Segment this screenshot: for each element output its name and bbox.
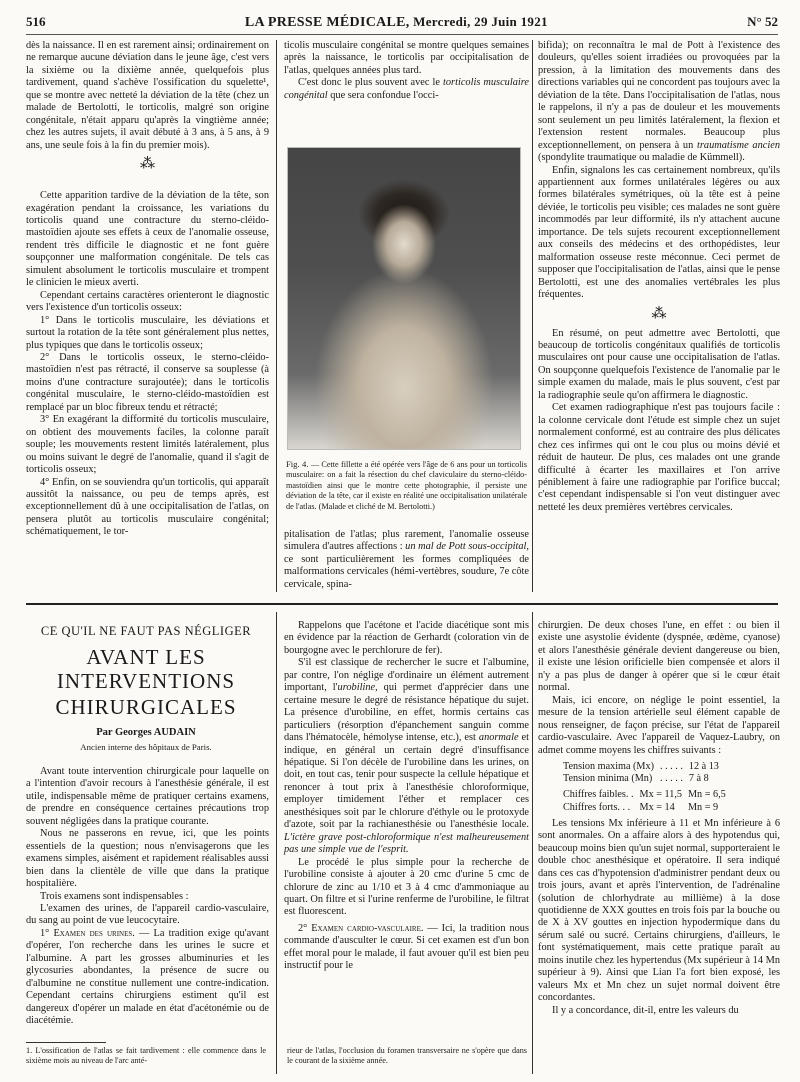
paragraph: pitalisation de l'atlas; plus rarement, l'anomalie osseuse simulera d'autres affections : un mal de Pott sous-occipital, ce sont particulièrement les formes compliquées de malformations cervicales (hémi-vertèbres, soudure, 7e côte cervicale, spina- (284, 529, 530, 590)
table-row (560, 789, 729, 801)
bottom-right-column (538, 620, 780, 1017)
article-title-line2: CHIRURGICALES (55, 695, 237, 719)
tension-table (560, 761, 722, 785)
table-cell: 7 à 8 (688, 773, 709, 785)
table-cell: 12 à 13 (688, 760, 719, 772)
table-cell: Chiffres faibles. . (563, 789, 634, 801)
figure-caption: Fig. 4. — Cette fillette a été opérée vers l'âge de 6 ans pour un torticolis musculaire: on a fait la résection du chef claviculaire du sterno-cléido-mastoïdien ainsi que le montre cette photographie, il persiste une déviation de la tête, car il existe en réalité une occipitalisation unilatérale de l'atlas. (Malade et cliché de M. Bertolotti.) (286, 459, 527, 511)
paragraph: Avant toute intervention chirurgicale pour laquelle on a l'intention d'avoir recours à l'anesthésie générale, il est utile, indispensable même de pratiquer certains examens, de prendre en conséquence certaines précautions trop souvent négligées dans la pratique courante. (26, 766, 269, 827)
top-middle-column (284, 40, 529, 102)
section-rule (26, 603, 778, 605)
author-note: Ancien interne des hôpitaux de Paris. (80, 742, 212, 752)
table-cell: Tension minima (Mn) (563, 773, 653, 785)
footnote: 1. L'ossification de l'atlas se fait tardivement : elle commence dans le sixième mois au niveau de l'arc anté- (26, 1046, 266, 1065)
issue-date: Mercredi, 29 Juin 1921 (413, 13, 548, 29)
paragraph: S'il est classique de rechercher le sucre et l'albumine, par contre, l'on néglige d'ordinaire un élément autrement important, l'urobiline, qui permet d'apprécier dans une certaine mesure le degré de résistance hépatique du sujet. La présence d'urobiline, en effet, hormis certains cas particuliers (résorption d'épanchement sanguin comme dans l'hématocèle, hémolyse intense, etc.), est anormale et indique, en général un certain degré d'insuffisance hépatique. Si l'on décèle de l'urobiline dans les urines, on doit, en tout cas, tenir pour suspecte la cellule hépatique et renoncer à tout prix à l'anesthésie chloroformique, employer timidement l'éther et remplacer ces anesthésiques soit par le chlorure d'éthyle ou le protoxyde d'azote, soit par la rachianesthésie ou l'anesthésie locale. L'ictère grave post-chloroformique n'est malheureusement pas une simple vue de l'esprit. (284, 657, 529, 856)
top-middle-column-cont (284, 529, 529, 591)
running-head (245, 14, 548, 31)
footnote-rule (26, 1042, 106, 1043)
paragraph: dès la naissance. Il en est rarement ainsi; ordinairement on ne remarque aucune déviation dans le jeune âge, c'est vers la sixième ou la dixième année, quelquefois plus tardivement, quand s'achève l'ossification du squelette¹, que se montre avec netteté la déviation de la tête (chez un malade de Bertolotti, le torticolis, malgré son origine congénitale, n'était apparu qu'après la vingtième année; chez les autres sujets, il avait débuté à 3 ans, à 5 ans, à 9 ans, une seule fois à la fin du premier mois). (26, 40, 269, 151)
footnote-continued: rieur de l'atlas, l'occlusion du foramen transversaire ne s'opère que dans le courant de la sixième année. (287, 1046, 527, 1065)
column-rule (276, 40, 277, 592)
column-rule (532, 40, 533, 592)
paragraph: Mais, ici encore, on néglige le point essentiel, la mesure de la tension artérielle seul élément capable de nous renseigner, de façon précise, sur l'état de l'appareil cardio-vasculaire. Avec l'appareil de Vaquez-Laubry, on admet comme moyens les chiffres suivants : (538, 694, 780, 756)
table-cell: Mx = 11,5 (639, 789, 682, 801)
top-left-column (26, 40, 269, 539)
article-kicker: CE QU'IL NE FAUT PAS NÉGLIGER (40, 624, 252, 638)
article-title-block (26, 616, 266, 752)
table-cell: Tension maxima (Mx) (563, 760, 654, 772)
paragraph: 3° En exagérant la difformité du torticolis musculaire, on obtient des mouvements faciles, la colonne paraît souple; les mouvements restent limités latéralement, plus ou moins suivant le degré de l'anomalie, quand il s'agit de torticolis osseux; (26, 414, 269, 476)
paragraph: Cependant certains caractères orienteront le diagnostic vers l'existence d'un torticolis osseux: (26, 289, 269, 314)
paragraph: En résumé, on peut admettre avec Bertolotti, que beaucoup de torticolis congénitaux qualifiés de torticolis musculaires ont pour cause une occipitalisation de l'atlas. On soupçonne quelquefois l'existence de l'anomalie par le simple examen du malade, mais le plus souvent, c'est par la radiographie seule qu'on affirmera le diagnostic. (538, 327, 780, 401)
paragraph: ticolis musculaire congénital se montre quelques semaines après la naissance, le torticolis par occipitalisation de l'atlas, quelques années plus tard. (284, 40, 529, 76)
article-title: AVANT LES INTERVENTIONS (56, 645, 236, 693)
paragraph: Cet examen radiographique n'est pas toujours facile : la colonne cervicale dont l'étude est simple chez un sujet normalement conformé, est au contraire des plus délicates chez ces infirmes qui ont le cou plus ou moins dévié et réduit de hauteur. De plus, ces malades ont une grande difficulté à écarter les maxillaires et l'on arrive péniblement à faire une radiographie par l'orifice buccal; c'est cependant indispensable si l'on veut distinguer avec netteté les deux premières vertèbres cervicales. (538, 402, 780, 513)
paragraph: 4° Enfin, on se souviendra qu'un torticolis, qui apparaît aussitôt la naissance, ou peu de temps après, est exceptionnellement dû à une occipitalisation de l'atlas, on pensera plutôt au torticolis musculaire congénital; schématiquement, le tor- (26, 476, 269, 538)
asterism: ⁂ (651, 305, 667, 322)
section-label: 1° Examen des urines. (40, 927, 135, 939)
table-cell: Mx = 14 (639, 801, 675, 813)
table-row (560, 761, 722, 773)
issue-number: N° 52 (747, 14, 778, 29)
paragraph: L'examen des urines, de l'appareil cardio-vasculaire, du sang au point de vue leucocytaire. (26, 902, 269, 927)
paragraph: Les tensions Mx inférieure à 11 et Mn inférieure à 6 sont anormales. On a affaire alors à des hypotendus qui, beaucoup moins bien qu'un sujet normal, supporteraient le double choc anesthésique et opératoire. Il sera indiqué dans ces cas d'hypotension d'administrer pendant deux ou trois jours, avant et après l'intervention, de l'adrénaline (solution de chlorhydrate au millième) à la dose quotidienne de XXX gouttes en trois fois par la bouche ou de X à XV gouttes en injection hypodermique dans du sérum salé ou sucré. Certains chirurgiens, d'ailleurs, le font systématiquement, mais cette pratique paraît au moins inutile chez les hypertendus (Mx supérieur à 14 Mn supérieur à 9). Ainsi que Lian l'a fort bien exposé, les valeurs Mx et Mn chez un sujet normal doivent être concordantes. (538, 817, 780, 1004)
paragraph: 2° Dans le torticolis osseux, le sterno-cléido-mastoïdien n'est pas rétracté, il conserve sa souplesse (à moins d'une contracture surajoutée); dans le torticolis congénital musculaire, le sterno-cléido-mastoïdien est remplacé par un bloc fibreux tendu et rétracté; (26, 351, 269, 413)
paragraph: chirurgien. De deux choses l'une, en effet : ou bien il existe une asystolie évidente (dyspnée, œdème, cyanose) et alors l'anesthésie générale devient dangereuse ou bien, il existe une lésion orificielle bien compensée et alors il n'y a pas plus de danger à opérer que si le cœur était normal. (538, 620, 780, 694)
paragraph: Enfin, signalons les cas certainement nombreux, qu'ils appartiennent aux formes unilatérales légères ou aux formes bilatérales symétriques, où la tête est à peine déviée, le torticolis peu visible; ces malades ne sont guère incommodés par leur difformité, ils n'y attachent aucune importance. De tels sujets recourent exceptionnellement aux conseils des médecins et des orthopédistes, leur malformation osseuse reste méconnue. Ceci permet de supposer que l'occipitalisation de l'atlas, ainsi que le pense Bertolotti, est une des anomalies vertébrales les plus fréquentes. (538, 164, 780, 301)
paragraph: 2° Examen cardio-vasculaire. — Ici, la tradition nous commande d'ausculter le cœur. Si cet examen est d'un bon effet moral pour le malade, il faut avouer qu'il est bien peu instructif pour le (284, 922, 529, 972)
section-label: 2° Examen cardio-vasculaire. (298, 922, 424, 934)
paragraph: 1° Dans le torticolis musculaire, les déviations et surtout la rotation de la tête sont généralement plus nettes, plus typiques que dans le torticolis osseux; (26, 314, 269, 351)
paragraph: Il y a concordance, dit-il, entre les valeurs du (552, 1004, 739, 1016)
table-cell: Mn = 6,5 (688, 789, 726, 801)
table-row (560, 802, 729, 814)
table-cell: . . . . . (659, 773, 683, 785)
bottom-left-column (26, 766, 269, 1028)
column-rule (532, 612, 533, 1074)
figure-label: Fig. 4. (286, 459, 309, 469)
page-header (26, 12, 778, 32)
article-byline: Par Georges AUDAIN (96, 727, 196, 738)
paragraph: Rappelons que l'acétone et l'acide diacétique sont mis en évidence par la réaction de Gerhardt (coloration vin de bourgogne avec le perchlorure de fer). (284, 620, 529, 656)
column-rule (276, 612, 277, 1074)
table-cell: Mn = 9 (688, 801, 719, 813)
top-right-column (538, 40, 780, 514)
paragraph: Trois examens sont indispensables : (40, 890, 189, 902)
paragraph: 1° Examen des urines. — La tradition exige qu'avant d'opérer, l'on recherche dans les urines le sucre et l'albumine. A part les grosses albuminuries et les glycosuries abondantes, la présence de sucre ou d'albumine ne constitue nullement une contre-indication. Cependant certains chirurgiens estiment qu'il est dangereux d'opérer un malade en état d'acétonémie ou de diacétémie. (26, 927, 269, 1027)
paragraph: C'est donc le plus souvent avec le torticolis musculaire congénital que sera confondue l'occi- (284, 77, 529, 101)
table-cell: Chiffres forts. . . (563, 801, 631, 813)
table-cell: . . . . . (659, 760, 683, 772)
asterism: ⁂ (140, 156, 155, 173)
journal-title: LA PRESSE MÉDICALE, (244, 14, 410, 30)
paragraph: Le procédé le plus simple pour la recherche de l'urobiline consiste à ajouter à 20 cmc d'urine 5 cmc de chlorure de zinc au 1/10 et 3 à 4 cmc d'ammoniaque au quart. On filtre et si l'urine renferme de l'urobiline, le filtrat est fluorescent. (284, 856, 529, 918)
paragraph: Cette apparition tardive de la déviation de la tête, son exagération pendant la croissance, les variations du torticolis quand une contracture du sterno-cléido-mastoïdien ajoute ses effets à ceux de l'anomalie osseuse, rendent très difficile le diagnostic et ne font guère soupçonner une malformation congénitale. De tels cas simulent absolument le torticolis musculaire et trompent le clinicien le mieux averti. (26, 190, 269, 289)
figure-photograph (287, 147, 521, 450)
figures-table (560, 789, 729, 813)
table-row (560, 773, 722, 785)
header-rule (26, 34, 778, 35)
paragraph: bifida); on reconnaîtra le mal de Pott à l'existence des douleurs, qu'elles soient irradiées ou provoquées par la pression, à la limitation des mouvements dans des directions variables qui ne concordent pas toujours avec la déviation de la tête. Dans l'occipitalisation de l'atlas, nous le rappelons, il n'y a pas de douleur et les mouvements sont seulement un peu limités latéralement, la flexion et l'extension restent normales. Beaucoup plus exceptionnellement, on pensera à un traumatisme ancien (spondylite traumatique ou maladie de Kümmell). (538, 40, 780, 164)
bottom-middle-column (284, 620, 529, 973)
page-number: 516 (26, 14, 46, 29)
paragraph: Nous ne passerons en revue, ici, que les points essentiels de la question; nous n'envisagerons que les examens simples, aisément et rapidement réalisables aussi bien dans la clientèle de ville que dans la pratique hospitalière. (26, 828, 269, 890)
